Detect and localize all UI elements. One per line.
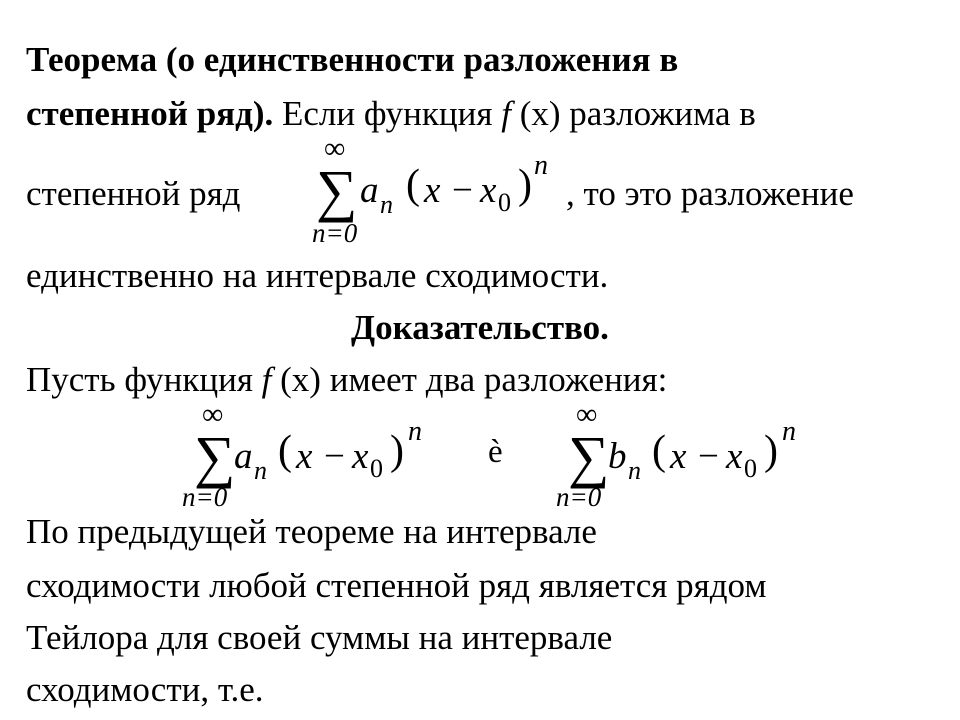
theorem-line-2-left [26, 174, 240, 214]
conjunction-text: è [488, 434, 503, 470]
proof-heading-text: Доказательство. [351, 308, 609, 347]
series-coefficient-subscript: n [380, 190, 393, 219]
sum-a-lower-limit: n=0 [182, 482, 228, 512]
series-b-coefficient: b [608, 436, 627, 477]
paragraph-text-1: По предыдущей теореме на интервале [26, 512, 597, 551]
series-power: n [534, 150, 548, 181]
series-b-coefficient-subscript: n [628, 456, 641, 485]
series-a-x0: x [352, 436, 369, 477]
sum-b-sigma: ∑ [568, 424, 610, 489]
series-variable-x: x [424, 170, 441, 211]
paragraph-text-3: Тейлора для своей суммы на интервале [26, 618, 613, 657]
sum-b-upper-limit: ∞ [576, 398, 598, 431]
theorem-text-expandable: разложима в [560, 94, 756, 133]
paragraph-line-1 [26, 512, 597, 552]
series-x0-subscript: 0 [498, 188, 511, 217]
series-close-paren: ) [518, 162, 532, 208]
paragraph-text-4: сходимости, т.е. [26, 670, 264, 709]
series-a-coefficient: a [234, 436, 253, 477]
theorem-title-part-1: Теорема (о единственности разложения в [26, 40, 679, 79]
paragraph-line-2 [26, 566, 767, 606]
series-b-minus-sign: − [698, 436, 719, 477]
theorem-title-line-1 [26, 40, 678, 80]
series-a-open-paren: ( [278, 428, 292, 474]
series-x0: x [480, 170, 497, 211]
series-formula-theorem [312, 134, 562, 254]
series-a-close-paren: ) [390, 428, 404, 474]
proof-text-let: Пусть функция [26, 360, 262, 399]
sum-sigma: ∑ [316, 158, 358, 223]
function-argument: (x) [510, 94, 561, 133]
sum-a-upper-limit: ∞ [202, 398, 224, 431]
sum-lower-limit: n=0 [312, 218, 358, 248]
sum-b-lower-limit: n=0 [556, 482, 602, 512]
theorem-title-part-2: степенной ряд). [26, 94, 274, 133]
proof-function-name-f: f [261, 360, 272, 399]
conjunction [488, 436, 518, 476]
series-minus-sign: − [452, 170, 473, 211]
theorem-line-3 [26, 256, 608, 296]
theorem-text-unique: единственно на интервале сходимости. [26, 256, 609, 295]
series-a-coefficient-subscript: n [254, 456, 267, 485]
series-formula-b [556, 400, 806, 515]
theorem-line-2-right [566, 174, 854, 214]
series-a-x0-subscript: 0 [370, 454, 383, 483]
proof-text-two-expansions: имеет два разложения: [320, 360, 668, 399]
proof-line-1 [26, 360, 667, 400]
paragraph-text-2: сходимости любой степенной ряд является рядом [26, 566, 767, 605]
proof-heading [0, 308, 960, 348]
theorem-text-power-series: степенной ряд [26, 174, 241, 213]
series-open-paren: ( [406, 162, 420, 208]
theorem-text-if: Если функция [273, 94, 502, 133]
series-coefficient: a [360, 170, 379, 211]
series-b-variable-x: x [670, 436, 687, 477]
paragraph-line-4 [26, 670, 264, 710]
series-b-x0: x [726, 436, 743, 477]
theorem-text-then-expansion: , то это разложение [566, 174, 854, 213]
theorem-line-1 [26, 94, 756, 134]
paragraph-line-3 [26, 618, 612, 658]
sum-upper-limit: ∞ [324, 132, 346, 165]
sum-a-sigma: ∑ [194, 424, 236, 489]
series-b-x0-subscript: 0 [744, 454, 757, 483]
series-formula-a [182, 400, 432, 515]
series-b-open-paren: ( [652, 428, 666, 474]
series-a-power: n [408, 416, 422, 447]
series-b-power: n [782, 416, 796, 447]
series-b-close-paren: ) [764, 428, 778, 474]
series-a-variable-x: x [296, 436, 313, 477]
series-a-minus-sign: − [324, 436, 345, 477]
proof-function-argument: (x) [271, 360, 321, 399]
function-name-f: f [501, 94, 511, 133]
